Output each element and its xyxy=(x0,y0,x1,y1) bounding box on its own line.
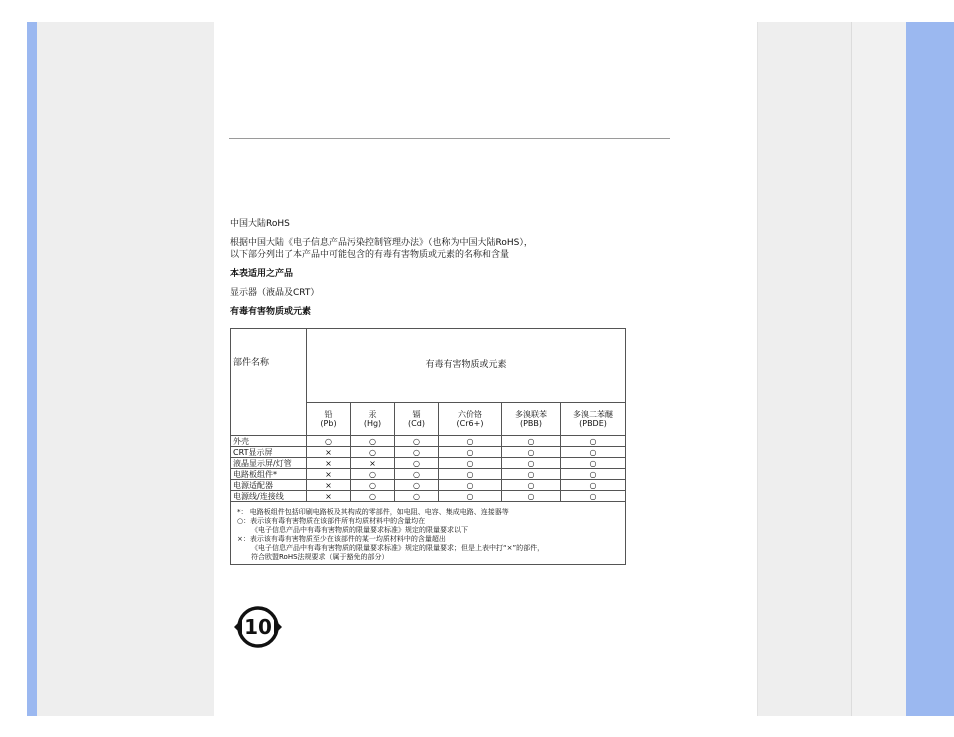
rohs-substance-table xyxy=(230,328,626,565)
table-cell: ○ xyxy=(561,469,626,480)
table-cell: ○ xyxy=(561,436,626,447)
table-row xyxy=(231,480,626,491)
table-cell: ○ xyxy=(439,469,502,480)
table-cell: ○ xyxy=(561,458,626,469)
table-notes xyxy=(231,502,626,565)
table-cell: ○ xyxy=(502,447,561,458)
table-row xyxy=(231,469,626,480)
left-accent-bar xyxy=(27,22,37,716)
table-row xyxy=(231,436,626,447)
table-cell: ○ xyxy=(502,480,561,491)
table-cell: ○ xyxy=(395,447,439,458)
table-cell: ○ xyxy=(307,436,351,447)
table-cell: ○ xyxy=(561,480,626,491)
table-cell: ○ xyxy=(351,436,395,447)
table-row xyxy=(231,491,626,502)
column-header: 多溴二苯醚 (PBDE) xyxy=(561,403,626,436)
substances-heading: 有毒有害物质或元素 xyxy=(230,307,312,317)
substances-group-header: 有毒有害物质或元素 xyxy=(307,329,626,403)
table-cell: ○ xyxy=(561,491,626,502)
table-cell: ○ xyxy=(502,469,561,480)
intro-line-2: 以下部分列出了本产品中可能包含的有毒有害物质或元素的名称和含量 xyxy=(230,250,510,260)
table-cell: ○ xyxy=(395,436,439,447)
note-line: 《电子信息产品中有毒有害物质的限量要求标准》规定的限量要求；但是上表中打“×”的部件， xyxy=(251,544,545,552)
table-cell: ○ xyxy=(439,458,502,469)
part-name-cell: 外壳 xyxy=(231,436,307,447)
column-header: 六价铬 (Cr6+) xyxy=(439,403,502,436)
table-notes-row xyxy=(231,502,626,565)
column-header: 汞 (Hg) xyxy=(351,403,395,436)
table-cell: × xyxy=(307,480,351,491)
table-header-row xyxy=(231,329,626,403)
table-cell: ○ xyxy=(502,458,561,469)
right-sidebar-panel-outer xyxy=(851,22,907,716)
part-name-cell: 液晶显示屏/灯管 xyxy=(231,458,307,469)
table-cell: ○ xyxy=(395,491,439,502)
table-cell: × xyxy=(307,491,351,502)
table-cell: ○ xyxy=(439,480,502,491)
product-heading: 本表适用之产品 xyxy=(230,269,294,279)
table-cell: ○ xyxy=(351,447,395,458)
right-accent-bar xyxy=(906,22,954,716)
column-header: 铅 (Pb) xyxy=(307,403,351,436)
logo-number: 10 xyxy=(244,615,272,639)
environment-protection-use-period-icon xyxy=(230,602,286,652)
product-value: 显示器（液晶及CRT） xyxy=(230,288,320,298)
note-line: *： 电路板组件包括印刷电路板及其构成的零部件，如电阻、电容、集成电路、连接器等 xyxy=(237,508,509,516)
part-name-cell: 电路板组件* xyxy=(231,469,307,480)
table-cell: ○ xyxy=(439,436,502,447)
table-cell: ○ xyxy=(395,469,439,480)
part-name-cell: 电源适配器 xyxy=(231,480,307,491)
section-title: 中国大陆RoHS xyxy=(230,219,290,229)
column-header: 多溴联苯 (PBB) xyxy=(502,403,561,436)
table-row xyxy=(231,458,626,469)
note-line: ○：表示该有毒有害物质在该部件所有均质材料中的含量均在 xyxy=(237,517,426,525)
part-name-cell: CRT显示屏 xyxy=(231,447,307,458)
logo-arrow-left xyxy=(234,619,242,635)
table-cell: ○ xyxy=(561,447,626,458)
left-sidebar-panel xyxy=(37,22,214,716)
table-cell: × xyxy=(307,469,351,480)
note-line: 《电子信息产品中有毒有害物质的限量要求标准》规定的限量要求以下 xyxy=(251,526,468,534)
part-name-cell: 电源线/连接线 xyxy=(231,491,307,502)
table-cell: ○ xyxy=(439,491,502,502)
table-cell: ○ xyxy=(502,491,561,502)
table-cell: × xyxy=(351,458,395,469)
note-line: ×：表示该有毒有害物质至少在该部件的某一均质材料中的含量超出 xyxy=(237,535,446,543)
table-cell: ○ xyxy=(351,469,395,480)
note-line: 符合欧盟RoHS法规要求（属于豁免的部分） xyxy=(251,553,389,561)
table-cell: ○ xyxy=(351,480,395,491)
logo-arrow-right xyxy=(274,619,282,635)
column-header: 镉 (Cd) xyxy=(395,403,439,436)
table-cell: ○ xyxy=(502,436,561,447)
table-cell: ○ xyxy=(395,480,439,491)
intro-line-1: 根据中国大陆《电子信息产品污染控制管理办法》（也称为中国大陆RoHS）， xyxy=(230,238,533,248)
table-cell: ○ xyxy=(395,458,439,469)
table-row xyxy=(231,447,626,458)
table-cell: × xyxy=(307,447,351,458)
table-cell: ○ xyxy=(439,447,502,458)
right-sidebar-panel xyxy=(757,22,851,716)
table-cell: × xyxy=(307,458,351,469)
header-divider xyxy=(229,138,670,139)
part-name-header: 部件名称 xyxy=(231,329,307,436)
table-cell: ○ xyxy=(351,491,395,502)
